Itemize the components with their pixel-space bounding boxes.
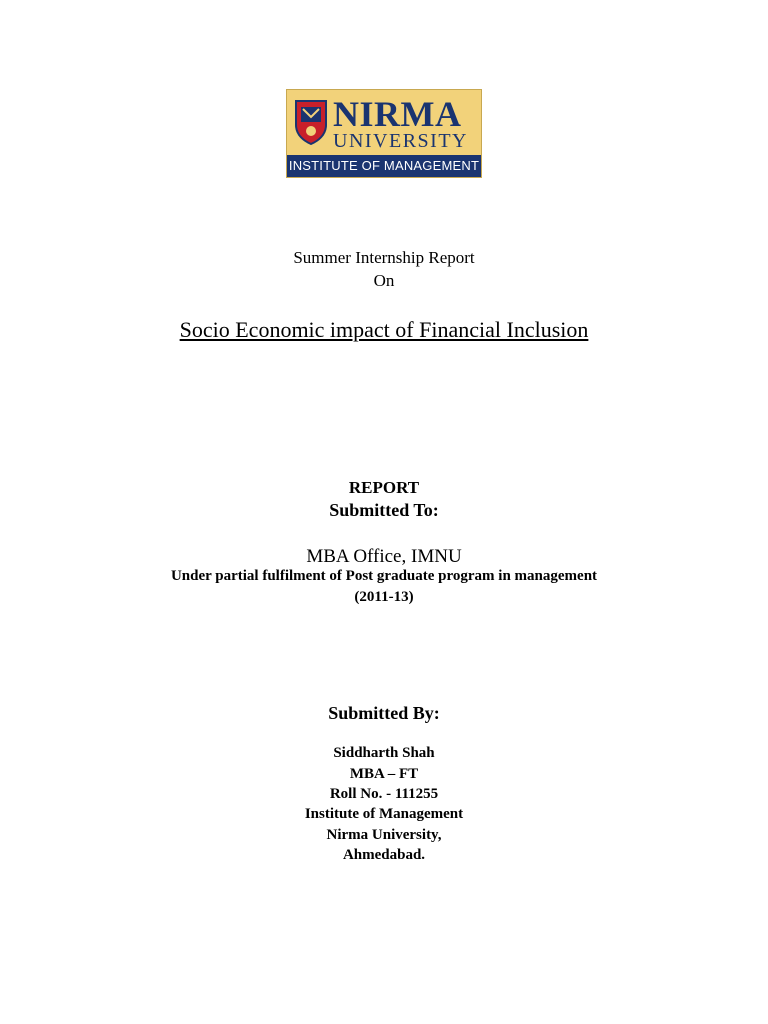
- office-name: MBA Office, IMNU: [306, 546, 462, 567]
- author-program: MBA – FT: [349, 766, 419, 782]
- heading-line-2: On: [373, 271, 395, 290]
- nirma-university-logo: [286, 89, 482, 178]
- author-roll: Roll No. - 111255: [329, 786, 439, 802]
- logo-wordmark: [333, 96, 479, 151]
- program-years: (2011-13): [354, 589, 414, 605]
- author-university: Nirma University,: [326, 827, 442, 843]
- report-title: Socio Economic impact of Financial Inclusion: [179, 317, 589, 342]
- logo-name: NIRMA: [333, 94, 462, 134]
- author-name: Siddharth Shah: [333, 745, 435, 761]
- heading-line-1: Summer Internship Report: [293, 248, 475, 267]
- submitted-to-label: Submitted To:: [329, 500, 439, 520]
- author-city: Ahmedabad.: [342, 847, 426, 863]
- author-institute: Institute of Management: [304, 806, 464, 822]
- program-purpose: Under partial fulfilment of Post graduate program in management: [170, 568, 598, 584]
- logo-sub: UNIVERSITY: [333, 130, 468, 152]
- submitted-by-label: Submitted By:: [328, 703, 440, 723]
- logo-band: INSTITUTE OF MANAGEMENT: [287, 155, 481, 177]
- logo-top: [287, 90, 481, 156]
- report-label: REPORT: [348, 478, 420, 497]
- crest-icon: [294, 99, 328, 145]
